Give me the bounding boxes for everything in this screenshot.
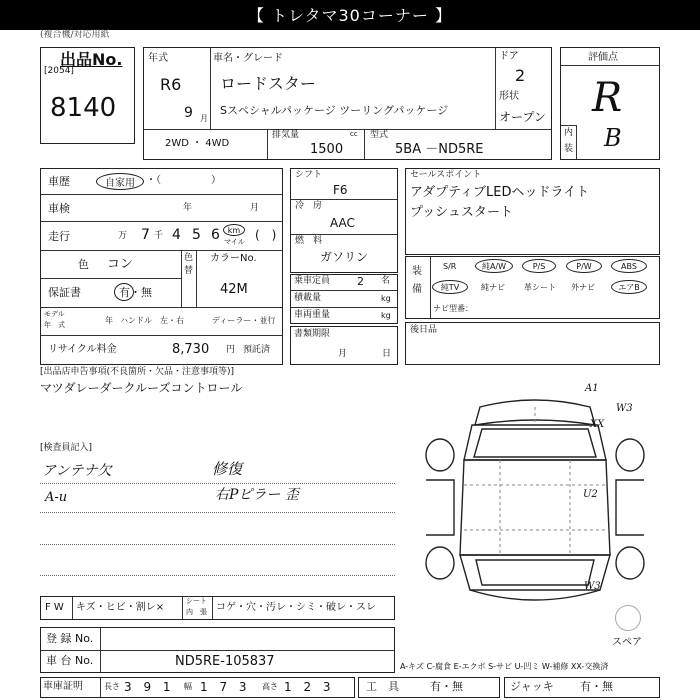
load-label: 積載量 bbox=[294, 293, 322, 303]
defect-sheet-values: コゲ・穴・汚レ・シミ・破レ・スレ bbox=[216, 602, 376, 613]
aircon-value: AAC bbox=[330, 216, 355, 230]
load-unit: kg bbox=[381, 294, 391, 303]
diagram-mark-w3-top: W3 bbox=[616, 403, 633, 414]
recycle-label: リサイクル料金 bbox=[48, 344, 117, 355]
month-value: 9 bbox=[184, 105, 193, 121]
chassis-value: ND5RE-105837 bbox=[175, 654, 275, 669]
model-code-label: 型式 bbox=[370, 130, 389, 140]
lot-label: 出品No. bbox=[60, 50, 123, 69]
deadline-day-unit: 日 bbox=[382, 349, 392, 359]
color-value: コン bbox=[107, 257, 134, 272]
fuel-value: ガソリン bbox=[320, 250, 369, 264]
equip-pw: P/W bbox=[566, 259, 602, 273]
capacity-label: 乗車定員 bbox=[294, 276, 331, 286]
defect-sheet-1: シート bbox=[186, 597, 207, 605]
post-install-label: 後日品 bbox=[410, 325, 438, 335]
handle-value: ハンドル 左・右 bbox=[120, 316, 184, 325]
doors-label: ドア bbox=[499, 51, 519, 62]
capacity-unit: 名 bbox=[381, 276, 391, 286]
header-title: 【 トレタマ30コーナー 】 bbox=[248, 6, 452, 25]
chassis-label: 車 台 No. bbox=[46, 654, 94, 667]
tools-label: 工 具 bbox=[366, 680, 399, 693]
interior-label-1: 内 bbox=[564, 128, 574, 138]
jack-label: ジャッキ bbox=[510, 680, 554, 693]
warranty-label: 保証書 bbox=[48, 286, 81, 299]
post-install-box bbox=[405, 322, 660, 365]
equip-ps: P/S bbox=[522, 259, 556, 273]
shape-value: オープン bbox=[499, 110, 546, 124]
car-name: ロードスター bbox=[220, 74, 316, 93]
drive-value: 2WD ・ 4WD bbox=[165, 138, 230, 149]
weight-label: 車両重量 bbox=[294, 310, 331, 320]
defect-sheet-2: 内 張 bbox=[186, 608, 207, 616]
mileage-unit-mile: マイル bbox=[224, 238, 245, 246]
top-note: (複合機/対応用紙 bbox=[40, 30, 110, 40]
navi-model-label: ナビ型番： bbox=[433, 304, 473, 313]
year-value: R6 bbox=[160, 75, 182, 94]
lot-code: [2054] bbox=[44, 66, 74, 76]
recycle-note: 預託済 bbox=[243, 345, 271, 355]
lot-number: 8140 bbox=[50, 93, 117, 123]
interior-value: B bbox=[604, 124, 622, 152]
cert-height-digits: 1 2 3 bbox=[284, 680, 335, 694]
deadline-label: 書類期限 bbox=[294, 329, 331, 339]
inspection-month-unit: 月 bbox=[250, 203, 260, 213]
shift-label: シフト bbox=[295, 170, 323, 180]
tools-value: 有・無 bbox=[430, 680, 463, 693]
aircon-label: 冷 房 bbox=[295, 201, 323, 211]
shift-value: F6 bbox=[333, 183, 348, 197]
capacity-value: 2 bbox=[357, 275, 364, 288]
sales-label: セールスポイント bbox=[410, 170, 482, 180]
inspection-year-unit: 年 bbox=[183, 203, 193, 213]
history-rest: ・（ ） bbox=[146, 175, 221, 186]
history-label: 車歴 bbox=[48, 175, 70, 188]
sales-line-2: プッシュスタート bbox=[410, 205, 513, 220]
mileage-label: 走行 bbox=[48, 230, 70, 243]
diagram-mark-a1: A1 bbox=[585, 383, 599, 394]
car-grade: Sスペシャルパッケージ ツーリングパッケージ bbox=[220, 104, 449, 117]
diagram-mark-xx: XX bbox=[590, 419, 605, 430]
equip-navi: 純ナビ bbox=[481, 283, 505, 292]
mileage-digit-2: 千 bbox=[154, 231, 164, 241]
score-label: 評価点 bbox=[588, 52, 618, 63]
recycle-value: 8,730 bbox=[172, 342, 210, 357]
doors-value: 2 bbox=[515, 66, 526, 85]
legend: A-キズ C-腐食 E-エクボ S-サビ U-凹ミ W-補修 XX-交換済 bbox=[400, 662, 609, 671]
mileage-digit-4: 5 bbox=[192, 227, 201, 243]
seller-note-value: マツダレーダークルーズコントロール bbox=[40, 381, 243, 395]
dealer-value: ディーラー・並行 bbox=[212, 316, 276, 325]
modelyear-label-1: モデル bbox=[44, 310, 65, 318]
color-change-2: 替 bbox=[184, 266, 194, 276]
seller-note-label: [出品店申告事項(不良箇所・欠品・注意事項等)] bbox=[40, 367, 235, 377]
mileage-digit-1: 7 bbox=[141, 227, 150, 243]
equip-ext-navi: 外ナビ bbox=[571, 283, 595, 292]
recycle-unit: 円 bbox=[226, 345, 236, 355]
jack-value: 有・無 bbox=[580, 680, 613, 693]
mileage-unit-km: km bbox=[223, 224, 245, 236]
fuel-label: 燃 料 bbox=[295, 236, 323, 246]
inspector-label: [検査員記入] bbox=[40, 443, 93, 453]
mileage-digit-5: 6 bbox=[211, 227, 220, 243]
warranty-value: 有・無 bbox=[119, 286, 152, 299]
displacement-value: 1500 bbox=[310, 142, 344, 157]
spare-label: スペア bbox=[612, 637, 642, 648]
color-change-1: 色 bbox=[184, 253, 194, 263]
inspector-line-1b: 修復 bbox=[212, 460, 243, 478]
cert-length-label: 長さ bbox=[104, 682, 120, 691]
mileage-unit-man: 万 bbox=[118, 231, 128, 241]
cert-height-label: 高さ bbox=[262, 682, 278, 691]
displacement-label: 排気量 bbox=[272, 130, 300, 140]
defect-scratch: キズ・ヒビ・割レ× bbox=[76, 602, 165, 613]
registration-label: 登 録 No. bbox=[46, 632, 94, 645]
sales-line-1: アダプティブLEDヘッドライト bbox=[410, 185, 590, 200]
diagram-mark-w3-bottom: W3 bbox=[584, 581, 601, 592]
car-label: 車名・グレード bbox=[213, 53, 283, 64]
score-value: R bbox=[592, 75, 623, 121]
spare-tire-icon bbox=[615, 605, 641, 631]
car-diagram bbox=[410, 385, 660, 625]
month-unit: 月 bbox=[200, 114, 208, 123]
mileage-digit-3: 4 bbox=[172, 227, 181, 243]
color-no-label: カラーNo. bbox=[210, 253, 257, 264]
weight-unit: kg bbox=[381, 311, 391, 320]
interior-label-2: 装 bbox=[564, 144, 574, 154]
cert-width-label: 幅 bbox=[184, 682, 192, 691]
diagram-mark-u2: U2 bbox=[583, 489, 598, 500]
equip-airbag: エアB bbox=[611, 280, 647, 294]
displacement-unit: cc bbox=[350, 130, 358, 138]
inspector-line-1a: アンテナ欠 bbox=[42, 463, 112, 479]
deadline-month-unit: 月 bbox=[338, 349, 348, 359]
cert-width-digits: 1 7 3 bbox=[200, 680, 251, 694]
equipment-label-2: 備 bbox=[412, 284, 422, 295]
equip-abs: ABS bbox=[611, 259, 647, 273]
equip-awheel: 純A/W bbox=[475, 259, 513, 273]
certificate-label: 車庫証明 bbox=[43, 681, 83, 692]
inspector-line-2b: 右Pピラー 歪 bbox=[215, 487, 299, 503]
cert-length-digits: 3 9 1 bbox=[124, 680, 175, 694]
defect-fw: F W bbox=[45, 602, 64, 613]
equip-tv: 純TV bbox=[432, 280, 468, 294]
year-label: 年式 bbox=[148, 53, 168, 64]
equip-sr: S/R bbox=[443, 262, 457, 271]
mileage-paren: ( ) bbox=[255, 228, 277, 242]
equipment-label-1: 装 bbox=[412, 266, 422, 277]
modelyear-year-unit: 年 bbox=[105, 316, 113, 325]
model-code-value: 5BA －ND5RE bbox=[395, 142, 484, 157]
equip-leather: 革シート bbox=[524, 283, 556, 292]
color-no-value: 42M bbox=[220, 282, 248, 297]
inspection-label: 車検 bbox=[48, 202, 70, 215]
color-label: 色 bbox=[78, 258, 89, 271]
history-value: 自家用 bbox=[96, 173, 144, 190]
inspector-line-2a: A-u bbox=[45, 490, 68, 505]
modelyear-label-2: 年 式 bbox=[44, 321, 65, 329]
shape-label: 形状 bbox=[499, 91, 519, 102]
